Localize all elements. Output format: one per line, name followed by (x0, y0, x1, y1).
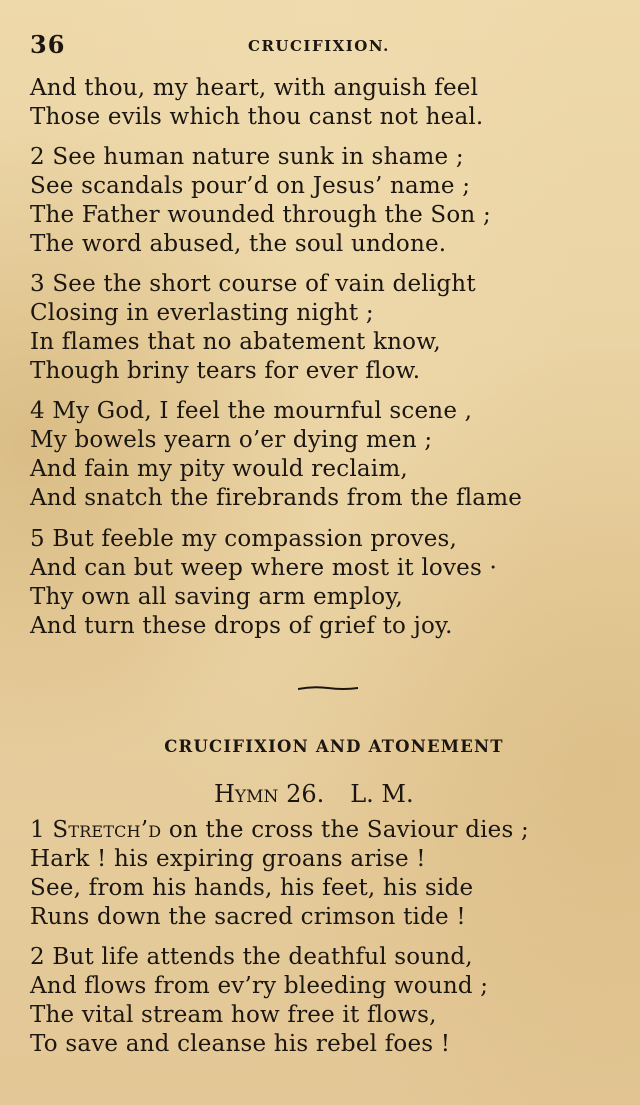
stanza-continued (30, 74, 630, 132)
opening-word: Stretch’d (52, 817, 162, 843)
verse-line: See scandals pour’d on Jesus’ name ; (30, 173, 471, 199)
hymn-number: Hymn 26. (214, 780, 325, 808)
page-number: 36 (30, 30, 66, 59)
verse-line: 2 See human nature sunk in shame ; (30, 144, 464, 170)
stanza-4 (30, 397, 630, 513)
verse-line: Though briny tears for ever flow. (30, 358, 421, 384)
stanza-3 (30, 270, 630, 386)
verse-line: Closing in everlasting night ; (30, 300, 374, 326)
verse-line: And thou, my heart, with anguish feel (30, 75, 479, 101)
verse-line: And fain my pity would reclaim, (30, 456, 408, 482)
stanza-2 (30, 143, 630, 259)
hymn-heading (214, 780, 414, 808)
verse-line: Runs down the sacred crimson tide ! (30, 904, 466, 930)
verse-line: And turn these drops of grief to joy. (30, 613, 453, 639)
stanza-number: 1 (30, 817, 45, 843)
running-head: CRUCIFIXION. (248, 37, 390, 55)
page-header (30, 30, 610, 62)
verse-line: 2 But life attends the deathful sound, (30, 944, 473, 970)
verse-line-first (30, 816, 630, 845)
section-title: CRUCIFIXION AND ATONEMENT (164, 737, 504, 756)
stanza-5 (30, 525, 630, 641)
verse-line: 3 See the short course of vain delight (30, 271, 476, 297)
verse-line: 5 But feeble my compassion proves, (30, 526, 458, 552)
verse-line: And snatch the firebrands from the flame (30, 485, 523, 511)
verse-line: Thy own all saving arm employ, (30, 584, 403, 610)
verse-line: To save and cleanse his rebel foes ! (30, 1031, 451, 1057)
hymn-meter: L. M. (350, 780, 414, 808)
verse-line: The Father wounded through the Son ; (30, 202, 491, 228)
verse-line: And can but weep where most it loves · (30, 555, 497, 581)
verse-line: The word abused, the soul undone. (30, 231, 447, 257)
verse-line: Hark ! his expiring groans arise ! (30, 846, 426, 872)
verse-line: The vital stream how free it flows, (30, 1002, 437, 1028)
hymn26-stanza-2 (30, 943, 630, 1059)
verse-line: Those evils which thou canst not heal. (30, 104, 484, 130)
verse-line: My bowels yearn o’er dying men ; (30, 427, 433, 453)
verse-line: And flows from ev’ry bleeding wound ; (30, 973, 489, 999)
verse-line: See, from his hands, his feet, his side (30, 875, 474, 901)
hymn26-stanza-1 (30, 816, 630, 932)
divider-ornament (298, 684, 358, 692)
first-line-rest: on the cross the Saviour dies ; (161, 817, 529, 843)
verse-line: In flames that no abatement know, (30, 329, 441, 355)
verse-line: 4 My God, I feel the mournful scene , (30, 398, 473, 424)
